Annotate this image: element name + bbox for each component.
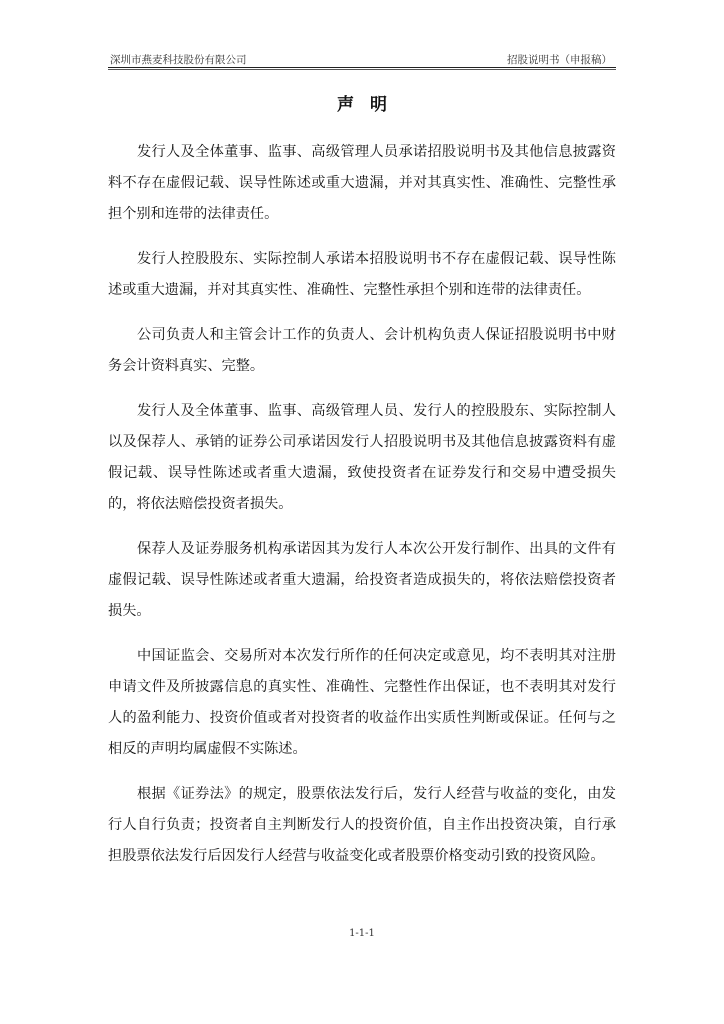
paragraph-5: 保荐人及证券服务机构承诺因其为发行人本次公开发行制作、出具的文件有虚假记载、误导性陈述或者重大遗漏，给投资者造成损失的，将依法赔偿投资者损失。 [108, 541, 616, 619]
paragraph-4: 发行人及全体董事、监事、高级管理人员、发行人的控股股东、实际控制人以及保荐人、承销的证券公司承诺因发行人招股说明书及其他信息披露资料有虚假记载、误导性陈述或者重大遗漏，致使投资者在证券发行和交易中遭受损失的，将依法赔偿投资者损失。 [108, 403, 616, 512]
paragraph-1: 发行人及全体董事、监事、高级管理人员承诺招股说明书及其他信息披露资料不存在虚假记载、误导性陈述或重大遗漏，并对其真实性、准确性、完整性承担个别和连带的法律责任。 [108, 144, 616, 222]
page-header [108, 50, 616, 68]
paragraph-7: 根据《证券法》的规定，股票依法发行后，发行人经营与收益的变化，由发行人自行负责；投资者自主判断发行人的投资价值，自主作出投资决策，自行承担股票依法发行后因发行人经营与收益变化或者股票价格变动引致的投资风险。 [108, 786, 616, 864]
paragraph-2: 发行人控股股东、实际控制人承诺本招股说明书不存在虚假记载、误导性陈述或重大遗漏，并对其真实性、准确性、完整性承担个别和连带的法律责任。 [108, 251, 616, 298]
page-title: 声明 [337, 95, 403, 115]
header-divider-thin [108, 69, 616, 70]
header-company-name: 深圳市燕麦科技股份有限公司 [110, 54, 247, 66]
declaration-body [108, 137, 616, 886]
page-number: 1-1-1 [349, 928, 375, 939]
paragraph-6: 中国证监会、交易所对本次发行所作的任何决定或意见，均不表明其对注册申请文件及所披露信息的真实性、准确性、完整性作出保证，也不表明其对发行人的盈利能力、投资价值或者对投资者的收益作出实质性判断或保证。任何与之相反的声明均属虚假不实陈述。 [108, 648, 616, 757]
header-divider [108, 67, 616, 68]
paragraph-3: 公司负责人和主管会计工作的负责人、会计机构负责人保证招股说明书中财务会计资料真实、完整。 [108, 327, 616, 374]
header-document-type: 招股说明书（申报稿） [507, 54, 612, 66]
